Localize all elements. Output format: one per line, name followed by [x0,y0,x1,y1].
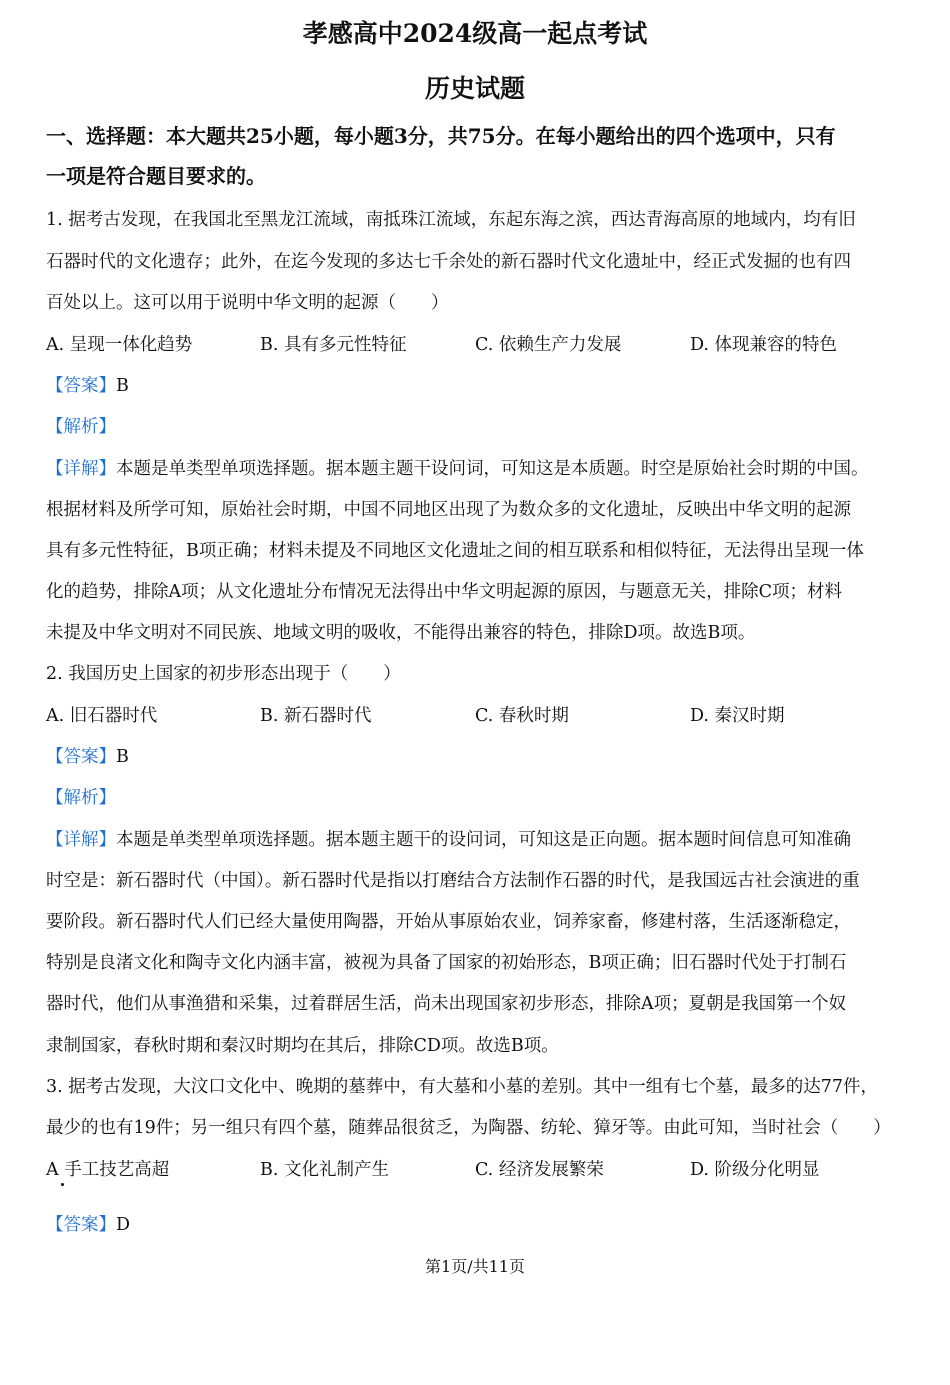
q1-option-b: B. 具有多元性特征 [260,335,407,355]
q2-analysis-label: 【解析】 [46,788,116,808]
q2-detail-line-1 [46,826,851,851]
q1-stem-line-2: 石器时代的文化遗存；此外，在迄今发现的多达七千余处的新石器时代文化遗址中，经正式发掘的也有四 [46,252,851,272]
q1-stem-line-1: 1. 据考古发现，在我国北至黑龙江流域，南抵珠江流域，东起东海之滨，西达青海高原的地域内，均有旧 [46,210,856,230]
q2-detail-text: 本题是单类型单项选择题。据本题主题干的设问词，可知这是正向题。据本题时间信息可知准确 [116,830,851,850]
q1-detail-line-5: 未提及中华文明对不同民族、地域文明的吸收，不能得出兼容的特色，排除D项。故选B项。 [46,623,756,643]
page-footer: 第1页/共11页 [425,1257,525,1276]
q1-detail-line-2: 根据材料及所学可知，原始社会时期，中国不同地区出现了为数众多的文化遗址，反映出中华文明的起源 [46,500,851,520]
q1-detail-text: 本题是单类型单项选择题。据本题主题干设问词，可知这是本质题。时空是原始社会时期的中国。 [116,459,869,479]
q3-option-b: B. 文化礼制产生 [260,1160,389,1180]
answer-label: 【答案】 [46,1215,116,1235]
q1-detail-line-1 [46,455,869,480]
q1-option-d: D. 体现兼容的特色 [690,335,838,355]
q2-detail-line-3: 要阶段。新石器时代人们已经大量使用陶器，开始从事原始农业，饲养家畜，修建村落，生活逐渐稳定， [46,912,851,932]
q2-answer-value: B [116,747,129,767]
q2-stem-line-1: 2. 我国历史上国家的初步形态出现于（ ） [46,664,401,684]
q2-detail-line-5: 器时代，他们从事渔猎和采集，过着群居生活，尚未出现国家初步形态，排除A项；夏朝是我国第一个奴 [46,994,847,1014]
q2-answer [46,743,129,768]
detail-label: 【详解】 [46,459,116,479]
exam-subtitle: 历史试题 [424,74,525,103]
answer-label: 【答案】 [46,747,116,767]
q3-option-d: D. 阶级分化明显 [690,1160,820,1180]
q2-option-c: C. 春秋时期 [475,706,569,726]
q2-detail-line-6: 隶制国家，春秋时期和秦汉时期均在其后，排除CD项。故选B项。 [46,1036,559,1056]
q1-option-c: C. 依赖生产力发展 [475,335,622,355]
q1-answer [46,372,129,397]
answer-label: 【答案】 [46,376,116,396]
q3-stem-line-2: 最少的也有19件；另一组只有四个墓，随葬品很贫乏，为陶器、纺轮、獐牙等。由此可知，当时社会（ ） [46,1118,891,1138]
q2-option-d: D. 秦汉时期 [690,706,785,726]
q2-detail-line-4: 特别是良渚文化和陶寺文化内涵丰富，被视为具备了国家的初始形态，B项正确；旧石器时代处于打制石 [46,953,847,973]
q1-detail-line-3: 具有多元性特征，B项正确；材料未提及不同地区文化遗址之间的相互联系和相似特征，无法得出呈现一体 [46,541,864,561]
q3-answer [46,1211,130,1236]
q1-stem-line-3: 百处以上。这可以用于说明中华文明的起源（ ） [46,293,449,313]
q1-detail-line-4: 化的趋势，排除A项；从文化遗址分布情况无法得出中华文明起源的原因，与题意无关，排除C项；材料 [46,582,843,602]
q1-analysis-label: 【解析】 [46,417,116,437]
section-heading-line1: 一、选择题：本大题共25小题，每小题3分，共75分。在每小题给出的四个选项中，只有 [46,124,836,148]
q2-detail-line-2: 时空是：新石器时代（中国）。新石器时代是指以打磨结合方法制作石器的时代，是我国远古社会演进的重 [46,871,860,891]
section-heading-line2: 一项是符合题目要求的。 [46,164,266,188]
q1-option-a: A. 呈现一体化趋势 [46,335,193,355]
q2-option-a: A. 旧石器时代 [46,706,158,726]
exam-title: 孝感高中2024级高一起点考试 [302,19,648,48]
q3-option-c: C. 经济发展繁荣 [475,1160,604,1180]
q3-option-a: A 手工技艺高超 [46,1160,170,1180]
q3-answer-value: D [116,1215,131,1235]
q1-answer-value: B [116,376,129,396]
option-dot-mark [61,1183,64,1186]
q2-option-b: B. 新石器时代 [260,706,372,726]
q3-stem-line-1: 3. 据考古发现，大汶口文化中、晚期的墓葬中，有大墓和小墓的差别。其中一组有七个墓，最多的达77件， [46,1077,879,1097]
detail-label: 【详解】 [46,830,116,850]
